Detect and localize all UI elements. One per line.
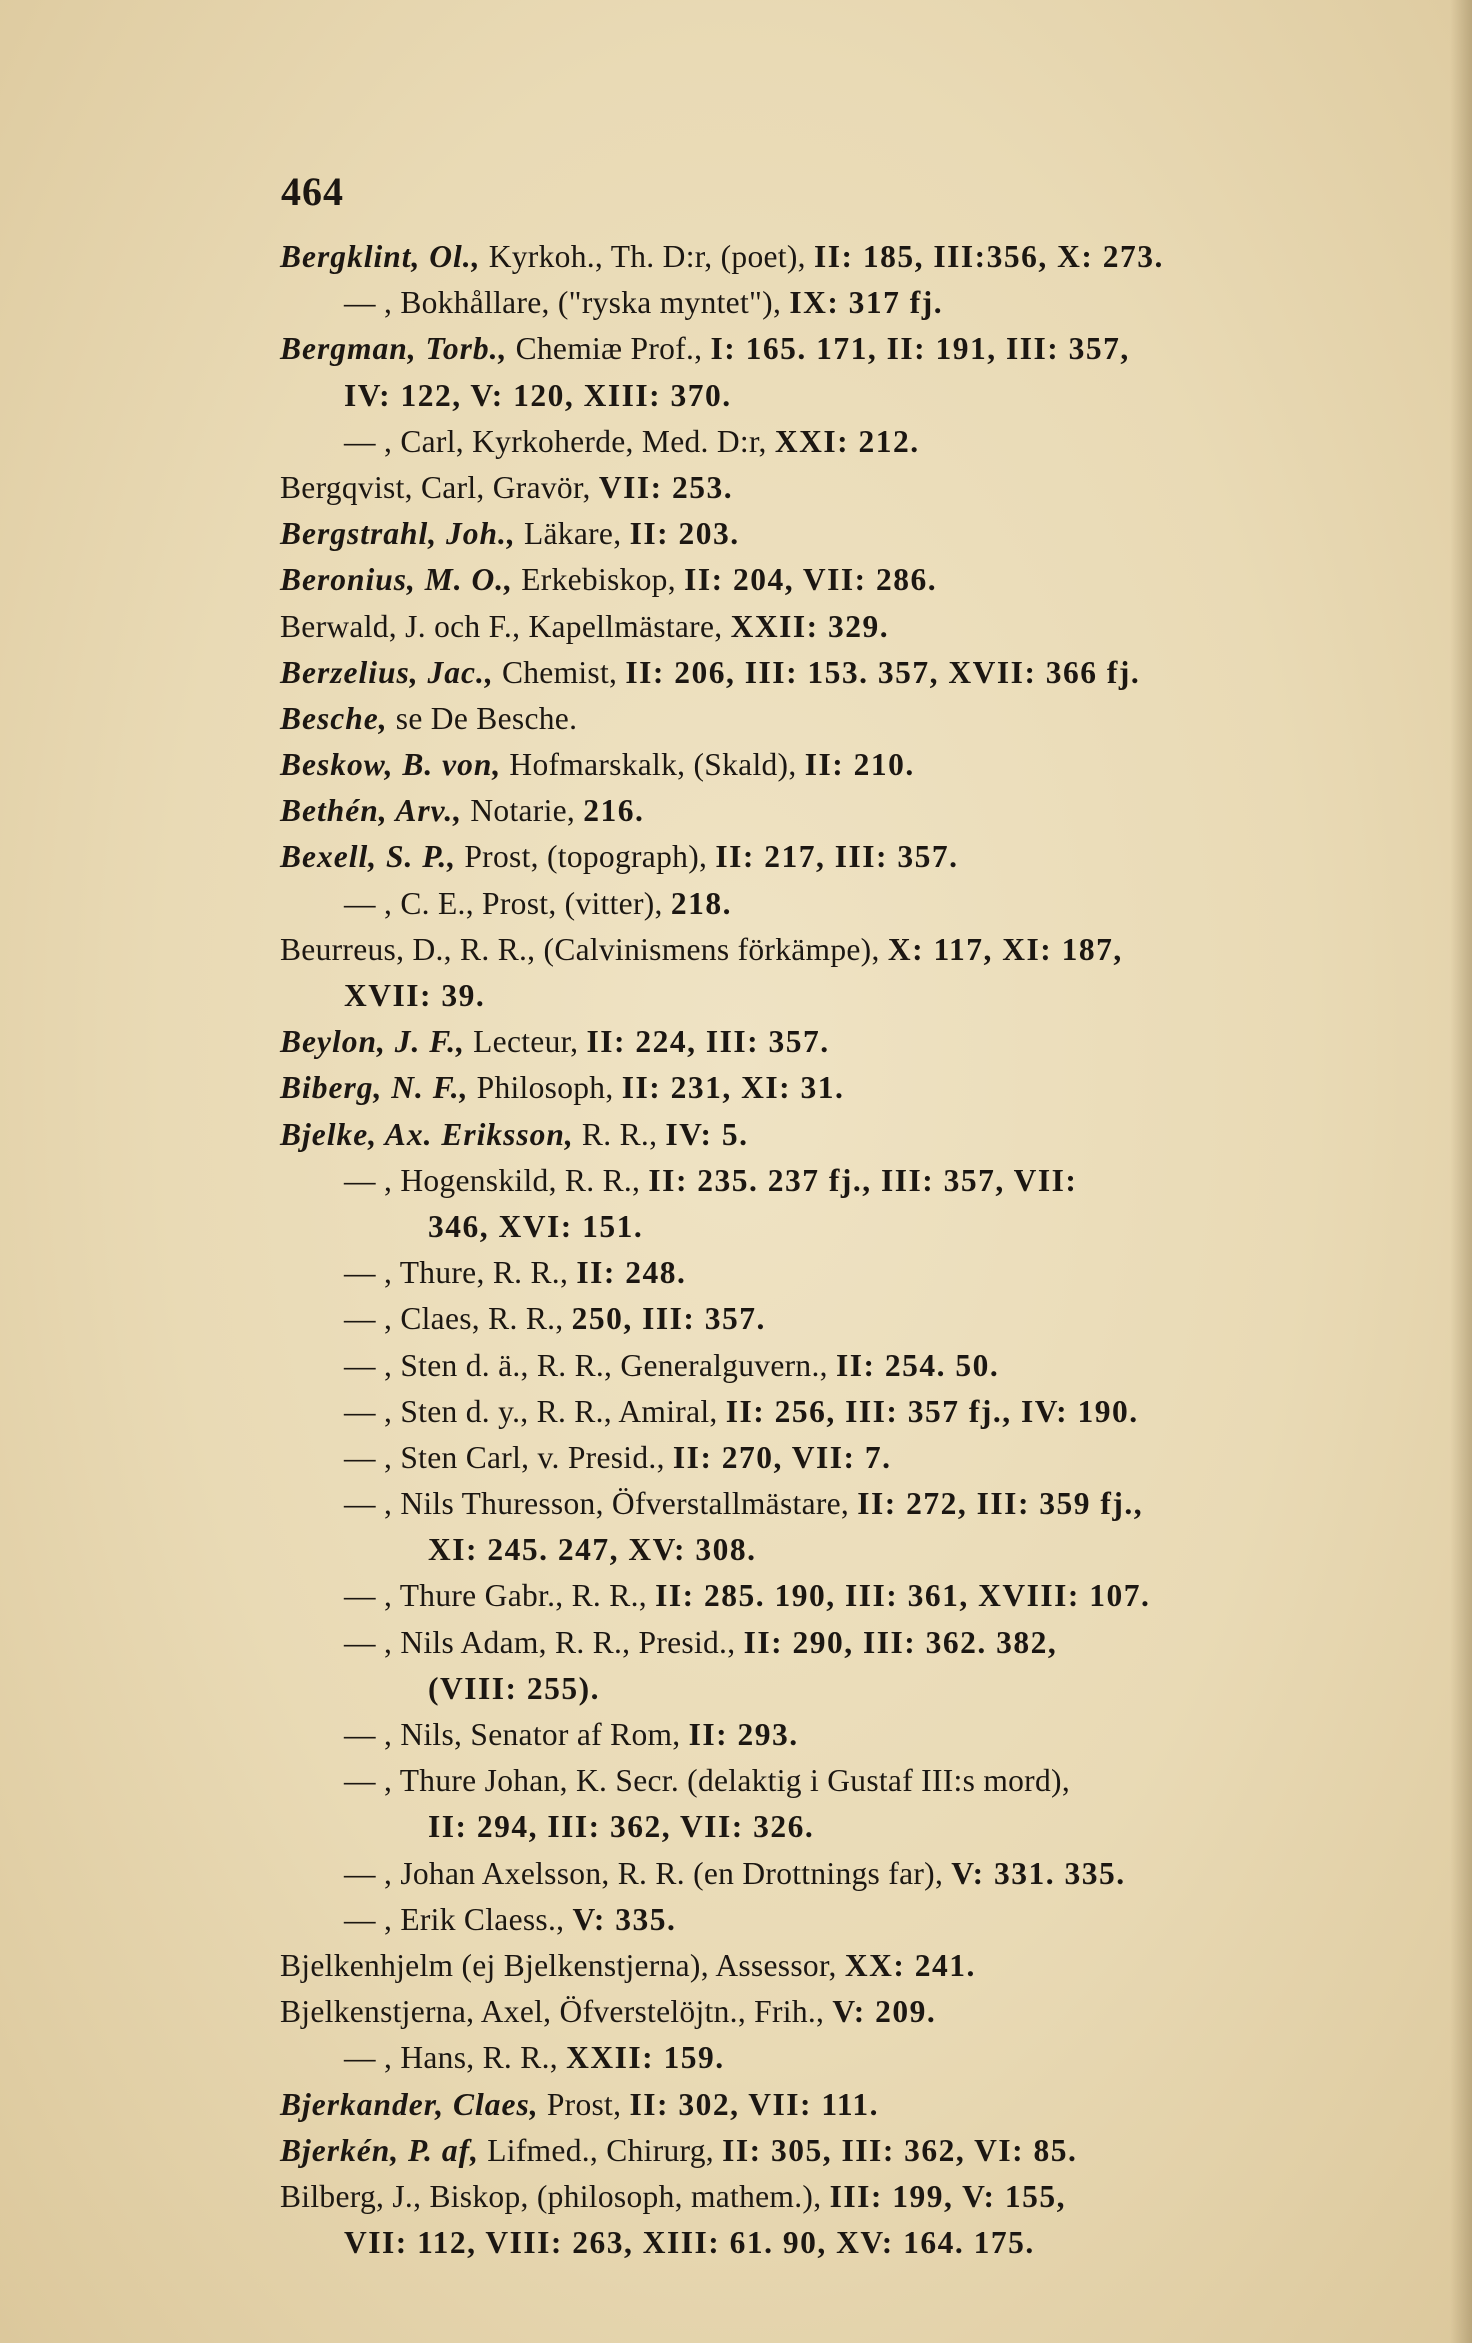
index-line [280, 465, 1380, 511]
page-number: 464 [281, 169, 344, 214]
entry-text: Lifmed., Chirurg, [479, 2132, 723, 2168]
index-line [280, 650, 1380, 696]
entry-references: V: 209. [832, 1994, 937, 2030]
entry-name: Beskow, B. von, [280, 747, 502, 783]
entry-name: Beylon, J. F., [280, 1024, 465, 1060]
index-line [280, 1481, 1380, 1527]
entry-references: III: 199, V: 155, [829, 2178, 1066, 2214]
entry-text: se De Besche. [387, 700, 578, 736]
entry-references: II: 217, III: 357. [715, 839, 959, 875]
entry-references: IV: 122, V: 120, XIII: 370. [344, 377, 732, 413]
entry-references: XI: 245. 247, XV: 308. [428, 1532, 757, 1568]
entry-references: XVII: 39. [344, 978, 486, 1013]
entry-text: Bilberg, J., Biskop, (philosoph, mathem.), [280, 2178, 830, 2214]
entry-references: XXI: 212. [774, 423, 920, 459]
entry-references: XXII: 329. [730, 608, 890, 644]
index-line [280, 1527, 1380, 1573]
index-line [280, 2220, 1380, 2266]
index-line [280, 1943, 1380, 1989]
entry-text: — , Sten d. ä., R. R., Generalguvern., [344, 1347, 836, 1383]
entry-name: Bjerkén, P. af, [280, 2132, 480, 2168]
entry-references: 346, XVI: 151. [428, 1208, 644, 1244]
index-line [280, 973, 1380, 1019]
index-line [280, 280, 1380, 326]
index-line [280, 881, 1380, 927]
entry-name: Berzelius, Jac., [280, 654, 494, 690]
entry-name: Bergklint, Ol., [280, 239, 481, 274]
index-line [280, 834, 1380, 880]
index-line [280, 1112, 1380, 1158]
entry-name: Biberg, N. F., [280, 1070, 469, 1106]
entry-text: Lecteur, [464, 1024, 587, 1060]
entry-text: Läkare, [515, 516, 630, 552]
entry-references: II: 256, III: 357 fj., IV: 190. [725, 1393, 1139, 1429]
index-line [280, 1250, 1380, 1296]
index-line [280, 557, 1380, 603]
entry-references: II: 210. [804, 747, 915, 783]
entry-references: 216. [583, 793, 645, 829]
entry-text: Hofmarskalk, (Skald), [501, 747, 805, 783]
entry-references: 250, III: 357. [571, 1301, 766, 1337]
page-edge-shadow [1450, 0, 1472, 2343]
index-line [280, 1296, 1380, 1342]
entry-text: — , Claes, R. R., [344, 1301, 572, 1337]
entry-references: X: 117, XI: 187, [887, 931, 1123, 967]
index-line [280, 1389, 1380, 1435]
entry-references: II: 235. 237 fj., III: 357, VII: [648, 1162, 1078, 1198]
entry-text: — , Thure Gabr., R. R., [344, 1578, 656, 1614]
entry-text: Philosoph, [468, 1070, 622, 1106]
entry-name: Bergman, Torb., [280, 331, 508, 367]
entry-references: II: 254. 50. [835, 1347, 1000, 1383]
entry-text: — , Hans, R. R., [344, 2040, 567, 2076]
index-entries [280, 234, 1380, 2266]
index-line [280, 1158, 1380, 1204]
entry-text: Chemiæ Prof., [507, 331, 711, 367]
entry-text: — , Nils Adam, R. R., Presid., [344, 1624, 744, 1660]
entry-text: — , Hogenskild, R. R., [344, 1162, 649, 1198]
entry-text: Notarie, [462, 793, 584, 829]
entry-text: — , Bokhållare, ("ryska myntet"), [344, 285, 790, 321]
entry-name: Bethén, Arv., [280, 793, 463, 829]
entry-references: VII: 112, VIII: 263, XIII: 61. 90, XV: 164. 175. [344, 2225, 1035, 2261]
entry-name: Beronius, M. O., [280, 562, 514, 598]
entry-references: II: 285. 190, III: 361, XVIII: 107. [655, 1578, 1151, 1614]
entry-references: 218. [670, 885, 733, 921]
entry-text: Erkebiskop, [513, 562, 685, 598]
entry-references: II: 305, III: 362, VI: 85. [722, 2132, 1078, 2168]
entry-text: — , C. E., Prost, (vitter), [344, 885, 671, 921]
index-line [280, 2082, 1380, 2128]
entry-text: Prost, [538, 2086, 630, 2122]
entry-text: — , Sten Carl, v. Presid., [344, 1439, 673, 1475]
entry-text: R. R., [573, 1116, 666, 1152]
entry-references: II: 185, III:356, X: 273. [813, 239, 1164, 274]
index-line [280, 373, 1380, 419]
index-line [280, 1851, 1380, 1897]
entry-references: V: 331. 335. [951, 1855, 1126, 1891]
index-line [280, 1712, 1380, 1758]
entry-name: Bergstrahl, Joh., [280, 516, 516, 552]
index-line [280, 1435, 1380, 1481]
index-line [280, 1897, 1380, 1943]
entry-text: Berwald, J. och F., Kapellmästare, [280, 608, 731, 644]
entry-text: Bjelkenhjelm (ej Bjelkenstjerna), Assessor, [280, 1947, 845, 1983]
entry-references: II: 293. [688, 1717, 799, 1752]
entry-text: — , Johan Axelsson, R. R. (en Drottnings far), [344, 1855, 952, 1891]
index-line [280, 696, 1380, 742]
entry-text: — , Nils Thuresson, Öfverstallmästare, [344, 1486, 858, 1522]
entry-name: Besche, [280, 700, 388, 736]
entry-references: II: 290, III: 362. 382, [743, 1624, 1058, 1660]
index-line [280, 927, 1380, 973]
index-line [280, 1758, 1380, 1804]
index-line [280, 1065, 1380, 1111]
entry-text: — , Nils, Senator af Rom, [344, 1717, 689, 1752]
entry-references: VII: 253. [598, 469, 734, 505]
entry-text: Chemist, [493, 654, 626, 690]
entry-references: II: 248. [576, 1255, 687, 1291]
entry-references: XXII: 159. [566, 2040, 725, 2076]
index-line [280, 1620, 1380, 1666]
index-line [280, 2035, 1380, 2081]
entry-name: Bexell, S. P., [280, 839, 457, 875]
index-line [280, 326, 1380, 372]
entry-text: Beurreus, D., R. R., (Calvinismens förkämpe), [280, 931, 888, 967]
index-line [280, 511, 1380, 557]
entry-references: II: 270, VII: 7. [672, 1439, 892, 1475]
index-line [280, 1666, 1380, 1712]
entry-text: — , Erik Claess., [344, 1901, 573, 1937]
index-line [280, 1204, 1380, 1250]
entry-text: — , Carl, Kyrkoherde, Med. D:r, [344, 423, 775, 459]
entry-text: Prost, (topograph), [456, 839, 716, 875]
entry-references: II: 224, III: 357. [586, 1024, 830, 1060]
index-line [280, 2128, 1380, 2174]
entry-references: II: 294, III: 362, VII: 326. [428, 1809, 815, 1845]
entry-references: IV: 5. [665, 1116, 749, 1152]
entry-references: II: 204, VII: 286. [684, 562, 938, 598]
entry-text: — , Thure, R. R., [344, 1255, 577, 1291]
entry-references: (VIII: 255). [428, 1670, 600, 1706]
index-line [280, 2174, 1380, 2220]
entry-references: V: 335. [572, 1901, 677, 1937]
entry-references: XX: 241. [844, 1947, 976, 1983]
index-line [280, 742, 1380, 788]
entry-references: II: 231, XI: 31. [621, 1070, 845, 1106]
entry-references: II: 302, VII: 111. [629, 2086, 880, 2122]
entry-text: — , Sten d. y., R. R., Amiral, [344, 1393, 726, 1429]
index-line [280, 1343, 1380, 1389]
entry-name: Bjelke, Ax. Eriksson, [280, 1116, 574, 1152]
entry-text: Kyrkoh., Th. D:r, (poet), [480, 239, 814, 274]
entry-text: Bergqvist, Carl, Gravör, [280, 469, 599, 505]
index-line [280, 1989, 1380, 2035]
index-line [280, 1573, 1380, 1619]
entry-text: — , Thure Johan, K. Secr. (delaktig i Gustaf III:s mord), [344, 1763, 1070, 1799]
index-line [280, 1019, 1380, 1065]
index-line [280, 604, 1380, 650]
index-line [280, 788, 1380, 834]
entry-text: Bjelkenstjerna, Axel, Öfverstelöjtn., Frih., [280, 1994, 833, 2030]
entry-references: II: 272, III: 359 fj., [857, 1486, 1144, 1522]
index-line [280, 1804, 1380, 1850]
entry-references: II: 203. [629, 516, 740, 552]
entry-references: II: 206, III: 153. 357, XVII: 366 fj. [625, 654, 1141, 690]
entry-references: I: 165. 171, II: 191, III: 357, [710, 331, 1130, 367]
index-line [280, 234, 1380, 280]
entry-name: Bjerkander, Claes, [280, 2086, 539, 2122]
index-line [280, 419, 1380, 465]
entry-references: IX: 317 fj. [789, 285, 944, 321]
